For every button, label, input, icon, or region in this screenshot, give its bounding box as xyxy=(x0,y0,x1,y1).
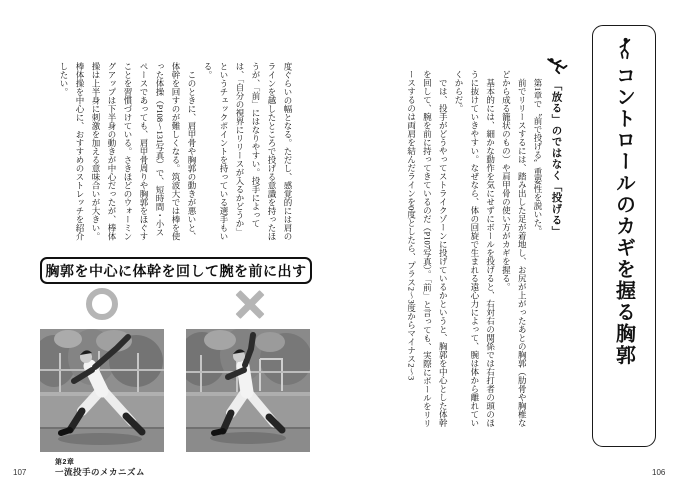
section-subtitle: 「放る」のではなく「投げる」 xyxy=(550,80,563,237)
paragraph: このときに、肩甲骨や胸郭の動きが悪いと、体幹を回すのが難しくなる。筑波大では棒を使った体操（P108〜131写真）で、短時間・小スペースであっても、肩甲骨周りや胸郭をほぐすことを習慣づけている。さきほどのウォーミングアップは下半身の動きが中心だったが、棒体操は上半身に刺激を加える意味合いが大きい。棒体操を中心に、おすすめのストレッチを紹介したい。 xyxy=(59,62,197,241)
paragraph: 度ぐらいの幅となる。ただし、感覚的には肩のラインを越したところで投げる意識を持ったほうが、「前」にはなりやすい。投手によっては、「自分の視界にリリースが入るかどうか」というチェックポイントを持っている選手もいる。 xyxy=(203,62,293,241)
photo-caption-box xyxy=(40,257,312,284)
section-heading xyxy=(541,56,573,237)
paragraph: 第1章で〝前で投げる〟重要性を説いた。 xyxy=(533,70,543,236)
pitcher-photo-good xyxy=(40,329,164,452)
page-number-left: 107 xyxy=(13,468,27,477)
pitcher-photo-bad-image xyxy=(186,329,310,452)
chapter-title-box xyxy=(592,25,656,447)
good-circle-mark-icon xyxy=(86,288,118,320)
paragraph: 基本的には、細かな動作を気にせずにボールを投げると、右対右の関係では右打者の頭のほうに抜けていきやすい。なぜなら、体の回旋で生まれる遠心力によって、腕は体から離れていくからだ。 xyxy=(454,70,496,427)
subtitle-pitcher-icon xyxy=(546,56,568,75)
body-text-right-page xyxy=(400,70,545,428)
body-text-left-page xyxy=(59,62,296,242)
photo-caption: 胸郭を中心に体幹を回して腕を前に出す xyxy=(45,262,307,279)
pitcher-photo-bad xyxy=(186,329,310,452)
pitcher-photo-good-image xyxy=(40,329,164,452)
paragraph: 前でリリースするには、踏み出した足が着地し、お尻が上がったあとの胸郭（肋骨や胸椎などから成る籠状のもの）や肩甲骨の使い方がカギを握る。 xyxy=(501,70,528,427)
paragraph: では、投手がどうやってストライクゾーンに投げているかというと、胸郭を中心とした体幹を回して、腕を前に持ってきているのだ（P107写真）。「前」と言っても、実際にボールをリリースするのは両肩を結んだラインを0度としたら、プラス2〜3度からマイナス2〜3 xyxy=(406,70,449,428)
pitcher-icon xyxy=(617,37,632,60)
footer-chapter-title: 一流投手のメカニズム xyxy=(55,467,146,477)
chapter-title: コントロールのカギを握る胸郭 xyxy=(612,65,635,366)
bad-cross-mark-icon xyxy=(233,287,267,321)
page-number-right: 106 xyxy=(652,468,666,477)
footer-chapter-number: 第2章 xyxy=(55,459,75,466)
